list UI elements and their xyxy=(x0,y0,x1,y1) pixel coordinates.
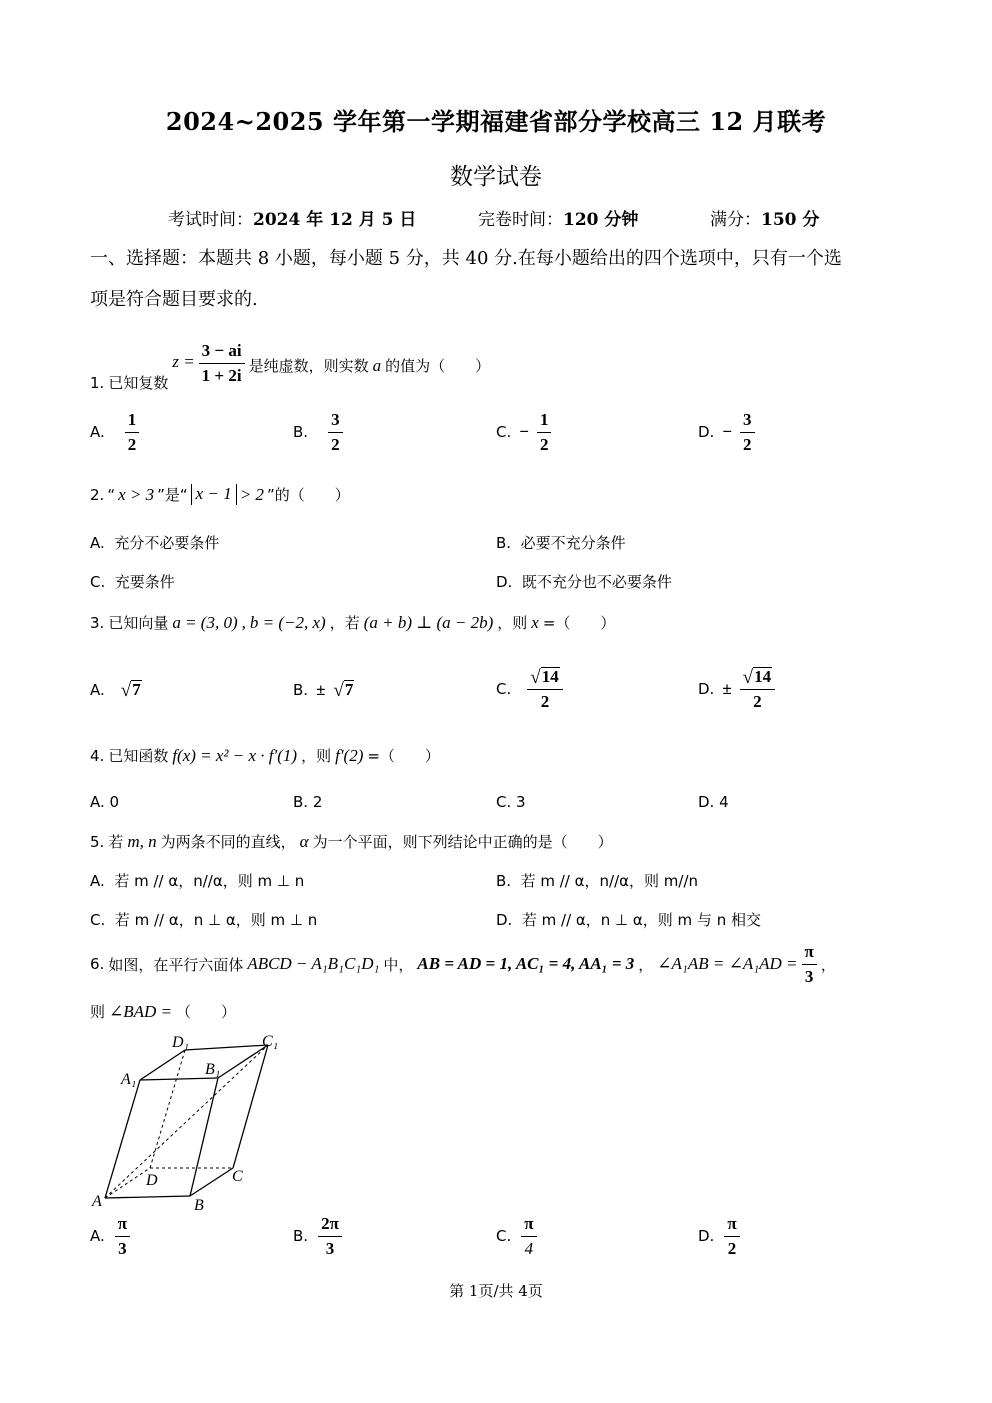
fraction: $\frac{\pi}{4}$ xyxy=(521,1214,536,1258)
question-text: “ xyxy=(107,485,116,504)
exam-date xyxy=(168,205,416,230)
fraction: $\frac{2\pi}{3}$ xyxy=(318,1214,342,1258)
math-solid: ABCD − A₁B₁C₁D₁ xyxy=(247,954,380,974)
option-label: B. xyxy=(293,423,309,442)
option-b[interactable] xyxy=(496,870,698,891)
option-b[interactable] xyxy=(293,1214,342,1258)
question-text: （ ） xyxy=(176,1003,237,1021)
question-number: 1. xyxy=(90,373,105,392)
question-text: ”的（ ） xyxy=(266,486,350,504)
option-label: A. xyxy=(90,793,105,811)
question-text: 中， xyxy=(383,955,414,974)
option-text: 3 xyxy=(516,793,526,811)
exam-date-label: 考试时间： xyxy=(168,210,253,230)
question-text: 已知向量 xyxy=(108,614,169,632)
question-text: 已知复数 xyxy=(108,374,169,392)
option-d[interactable] xyxy=(698,1214,740,1258)
option-c[interactable] xyxy=(496,793,526,811)
math-condition: (a + b) ⊥ (a − 2b) xyxy=(363,612,494,632)
vertex-label-a: A xyxy=(92,1193,102,1210)
question-text: ， xyxy=(638,955,654,974)
math-given: AB = AD = 1, AC₁ = 4, AA₁ = 3 xyxy=(417,954,635,974)
question-number: 3. xyxy=(90,613,105,632)
fraction: √ 14 2 xyxy=(740,667,775,711)
option-label: B. xyxy=(496,872,512,890)
math-expr: x > 3 xyxy=(118,484,155,504)
question-6-line2 xyxy=(90,1001,236,1022)
page-footer: 第 1页/共 4页 xyxy=(449,1282,543,1300)
option-label: A. xyxy=(90,1227,105,1246)
fraction: $\frac{3}{2}$ xyxy=(328,410,343,454)
math-expr: f′(2) xyxy=(335,745,364,765)
option-label: D. xyxy=(698,793,715,811)
option-sign: − xyxy=(722,422,733,442)
option-a[interactable] xyxy=(90,1214,130,1258)
fraction: $\frac{3 - ai}{1 + 2i}$ xyxy=(199,341,245,385)
option-c[interactable] xyxy=(496,410,551,454)
vertex-label-d1: D₁ xyxy=(172,1034,190,1051)
option-d[interactable] xyxy=(698,410,755,454)
question-text: ，则 xyxy=(301,747,332,765)
math-vars: m, n xyxy=(127,831,157,851)
exam-score xyxy=(710,205,819,230)
option-label: C. xyxy=(496,1227,512,1246)
question-5 xyxy=(90,831,613,852)
option-b[interactable] xyxy=(293,793,322,811)
fraction: $\frac{1}{2}$ xyxy=(537,410,552,454)
option-label: A. xyxy=(90,423,105,442)
option-text: 若 m // α，n ⊥ α，则 m 与 n 相交 xyxy=(521,911,761,929)
sqrt-expr: √ 7 xyxy=(333,679,354,701)
option-text: 必要不充分条件 xyxy=(520,534,626,552)
option-sign: ± xyxy=(316,680,326,699)
option-text: 若 m // α，n//α，则 m ⊥ n xyxy=(114,872,305,890)
option-text: 充分不必要条件 xyxy=(114,534,220,552)
option-label: D. xyxy=(698,1227,715,1246)
option-c[interactable] xyxy=(496,1214,537,1258)
math-comma: , xyxy=(241,612,246,632)
fraction: $\frac{\pi}{3}$ xyxy=(802,942,817,986)
exam-duration xyxy=(478,205,638,230)
math-abs: x − 1 xyxy=(191,484,237,504)
option-label: B. xyxy=(496,534,512,552)
score-label: 满分： xyxy=(710,210,761,230)
vertex-label-b: B xyxy=(194,1197,204,1213)
duration-value: 120 分钟 xyxy=(563,210,639,230)
math-expr: > 2 xyxy=(239,484,264,504)
option-a[interactable] xyxy=(90,870,304,891)
option-sign: ± xyxy=(722,679,732,699)
section1-instructions-line2: 项是符合题目要求的. xyxy=(90,289,258,310)
math-var: a xyxy=(372,355,382,375)
math-angles: ∠A₁AB = ∠A₁AD = xyxy=(657,954,798,974)
question-text: ”是“ xyxy=(157,486,188,504)
question-text: 为两条不同的直线， xyxy=(160,833,296,851)
option-text: 2 xyxy=(312,793,323,811)
option-text: 既不充分也不必要条件 xyxy=(521,573,672,591)
option-a[interactable] xyxy=(90,793,119,811)
question-4 xyxy=(90,745,440,766)
question-text: ，则 xyxy=(497,614,528,632)
fraction: $\frac{\pi}{2}$ xyxy=(724,1214,739,1258)
question-number: 6. xyxy=(90,955,105,974)
math-expr: z = xyxy=(172,351,195,371)
option-b[interactable] xyxy=(496,532,626,553)
question-text: 如图，在平行六面体 xyxy=(108,955,244,974)
question-text: =（ ） xyxy=(542,614,616,632)
option-a[interactable] xyxy=(90,410,139,454)
option-text: 充要条件 xyxy=(114,573,175,591)
question-text: ，若 xyxy=(329,614,360,632)
fraction: $\frac{\pi}{3}$ xyxy=(115,1214,130,1258)
vertex-label-d: D xyxy=(146,1172,158,1189)
sqrt-expr: √ 7 xyxy=(120,679,141,701)
vertex-label-b1: B₁ xyxy=(205,1061,221,1078)
math-expr: ∠BAD = xyxy=(109,1001,173,1021)
option-a[interactable] xyxy=(90,532,219,553)
exam-date-value: 2024 年 12 月 5 日 xyxy=(253,210,417,230)
option-label: D. xyxy=(698,423,715,442)
option-label: B. xyxy=(293,793,309,811)
math-plane: α xyxy=(299,831,309,851)
option-label: B. xyxy=(293,1227,309,1246)
question-text: ， xyxy=(820,955,836,974)
score-value: 150 分 xyxy=(761,210,820,230)
vertex-label-a1: A₁ xyxy=(121,1071,137,1088)
parallelepiped-figure xyxy=(90,1028,300,1213)
option-d[interactable] xyxy=(496,571,672,592)
option-label: C. xyxy=(496,680,512,699)
option-text: 若 m // α，n ⊥ α，则 m ⊥ n xyxy=(114,911,318,929)
option-label: C. xyxy=(496,793,512,811)
question-3 xyxy=(90,612,615,633)
question-text: 是纯虚数，则实数 xyxy=(248,357,369,375)
question-2 xyxy=(90,484,350,505)
option-sign: − xyxy=(519,422,529,442)
question-text: 为一个平面，则下列结论中正确的是（ ） xyxy=(312,833,613,851)
option-label: C. xyxy=(90,911,106,929)
option-text: 0 xyxy=(109,793,120,811)
fraction: $\frac{3}{2}$ xyxy=(740,410,755,454)
option-label: B. xyxy=(293,681,309,699)
option-label: D. xyxy=(496,911,513,929)
vertex-label-c1: C₁ xyxy=(262,1033,279,1050)
question-number: 5. xyxy=(90,832,105,851)
section1-instructions-line1: 一、选择题：本题共 8 小题，每小题 5 分，共 40 分.在每小题给出的四个选项中，只有一个选 xyxy=(90,248,842,269)
fraction: $\frac{1}{2}$ xyxy=(125,410,140,454)
option-text: 4 xyxy=(719,793,729,811)
question-text: =（ ） xyxy=(367,747,440,765)
question-6 xyxy=(90,942,836,986)
question-text: 已知函数 xyxy=(108,747,169,765)
option-c[interactable] xyxy=(90,571,175,592)
option-label: C. xyxy=(90,573,106,591)
math-var: x xyxy=(531,612,539,632)
option-d[interactable] xyxy=(698,793,729,811)
option-b[interactable] xyxy=(293,410,343,454)
option-label: A. xyxy=(90,680,105,699)
option-label: A. xyxy=(90,534,105,552)
question-text: 若 xyxy=(108,833,124,851)
option-text: 若 m // α，n//α，则 m//n xyxy=(520,872,699,890)
option-label: D. xyxy=(496,573,513,591)
math-vector-a: a = (3, 0) xyxy=(172,612,238,632)
exam-title: 2024~2025 学年第一学期福建省部分学校高三 12 月联考 xyxy=(165,107,827,136)
question-number: 2. xyxy=(90,485,105,504)
option-a[interactable] xyxy=(90,680,142,700)
option-c[interactable] xyxy=(90,909,317,930)
option-d[interactable] xyxy=(698,667,775,711)
option-label: D. xyxy=(698,680,715,699)
question-number: 4. xyxy=(90,746,105,765)
question-text: 则 xyxy=(90,1003,106,1021)
fraction: √ 14 2 xyxy=(527,667,562,711)
duration-label: 完卷时间： xyxy=(478,210,563,230)
option-c[interactable] xyxy=(496,667,563,711)
question-1 xyxy=(90,334,490,393)
question-text: 的值为（ ） xyxy=(385,357,491,375)
option-b[interactable] xyxy=(293,680,354,700)
option-label: A. xyxy=(90,872,105,890)
option-label: C. xyxy=(496,423,512,442)
exam-subtitle: 数学试卷 xyxy=(450,164,542,190)
math-function: f(x) = x² − x · f′(1) xyxy=(172,745,298,765)
math-vector-b: b = (−2, x) xyxy=(249,612,326,632)
option-d[interactable] xyxy=(496,909,761,930)
vertex-label-c: C xyxy=(232,1168,243,1185)
